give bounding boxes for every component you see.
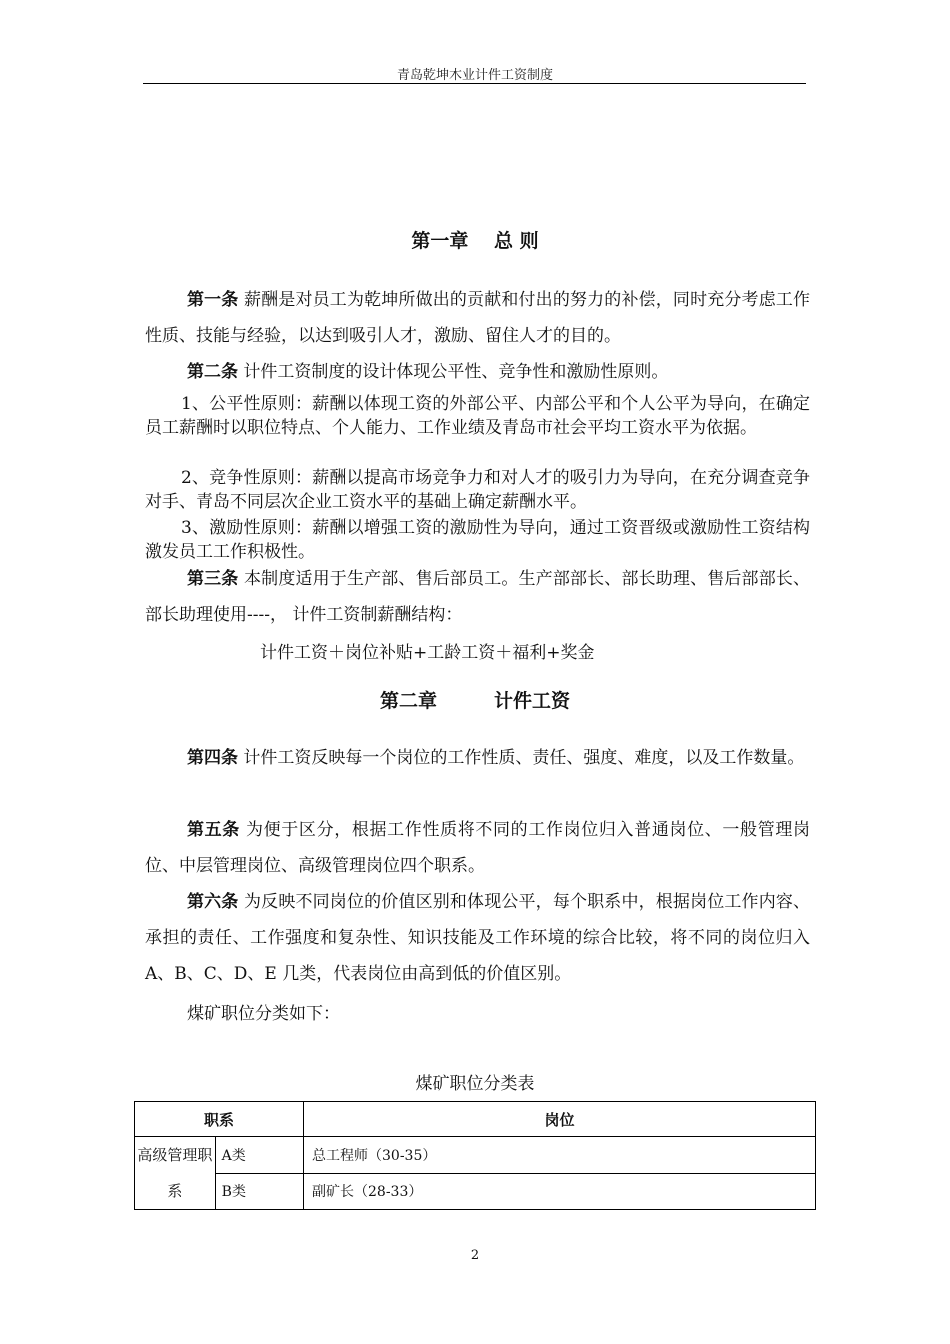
header-title: 青岛乾坤木业计件工资制度 [396, 68, 553, 83]
article-4 [145, 740, 810, 776]
article-1-label: 第一条 [187, 290, 239, 310]
article-4-label: 第四条 [187, 748, 238, 768]
article-5-text: 为便于区分，根据工作性质将不同的工作岗位归入普通岗位、一般管理岗位、中层管理岗位、高级管理岗位四个职系。 [145, 820, 810, 876]
article-1 [145, 282, 810, 354]
table-header-row [135, 1102, 816, 1137]
category-cell: 高级管理职系 [135, 1137, 216, 1210]
page-number: 2 [470, 1248, 480, 1263]
article-2 [145, 354, 810, 390]
header-rule [143, 83, 806, 84]
article-5-label: 第五条 [187, 820, 240, 840]
principle-3: 3、激励性原则：薪酬以增强工资的激励性为导向，通过工资晋级或激励性工资结构激发员工工作积极性。 [145, 518, 810, 562]
principle-1: 1、公平性原则：薪酬以体现工资的外部公平、内部公平和个人公平为导向，在确定员工薪酬时以职位特点、个人能力、工作业绩及青岛市社会平均工资水平为依据。 [145, 394, 810, 438]
article-3 [145, 561, 810, 633]
article-6-text: 为反映不同岗位的价值区别和体现公平，每个职系中，根据岗位工作内容、承担的责任、工作强度和复杂性、知识技能及工作环境的综合比较，将不同的岗位归入 A、B、C、D、E 几类，代表岗位由高到低的价值区别。 [145, 892, 810, 984]
table-row [135, 1137, 816, 1174]
position-cell: 总工程师（30-35） [304, 1137, 816, 1174]
article-2-text: 计件工资制度的设计体现公平性、竞争性和激励性原则。 [238, 362, 669, 382]
article-3-label: 第三条 [187, 569, 239, 589]
position-cell: 副矿长（28-33） [304, 1173, 816, 1210]
article-6-label: 第六条 [187, 892, 239, 912]
article-4-text: 计件工资反映每一个岗位的工作性质、责任、强度、难度，以及工作数量。 [238, 748, 805, 768]
article-2-label: 第二条 [187, 362, 238, 382]
table-caption: 煤矿职位分类表 [415, 1074, 535, 1094]
column-header-category: 职系 [135, 1102, 304, 1137]
classification-intro: 煤矿职位分类如下： [187, 1004, 340, 1024]
salary-formula: 计件工资＋岗位补贴+工龄工资＋福利+奖金 [260, 643, 595, 663]
principle-2: 2、竞争性原则：薪酬以提高市场竞争力和对人才的吸引力为导向，在充分调查竞争对手、青岛不同层次企业工资水平的基础上确定薪酬水平。 [145, 468, 810, 512]
position-table [134, 1101, 816, 1210]
chapter-2-title: 第二章 计件工资 [379, 690, 570, 712]
article-3-text: 本制度适用于生产部、售后部员工。生产部部长、部长助理、售后部部长、部长助理使用----， 计件工资制薪酬结构： [145, 569, 810, 625]
table-row [135, 1173, 816, 1210]
column-header-position: 岗位 [304, 1102, 816, 1137]
article-1-text: 薪酬是对员工为乾坤所做出的贡献和付出的努力的补偿，同时充分考虑工作性质、技能与经验，以达到吸引人才，激励、留住人才的目的。 [145, 290, 810, 346]
class-cell: B类 [215, 1173, 303, 1210]
class-cell: A类 [215, 1137, 303, 1174]
chapter-1-title: 第一章 总 则 [411, 230, 539, 252]
article-6 [145, 884, 810, 992]
article-5 [145, 812, 810, 884]
